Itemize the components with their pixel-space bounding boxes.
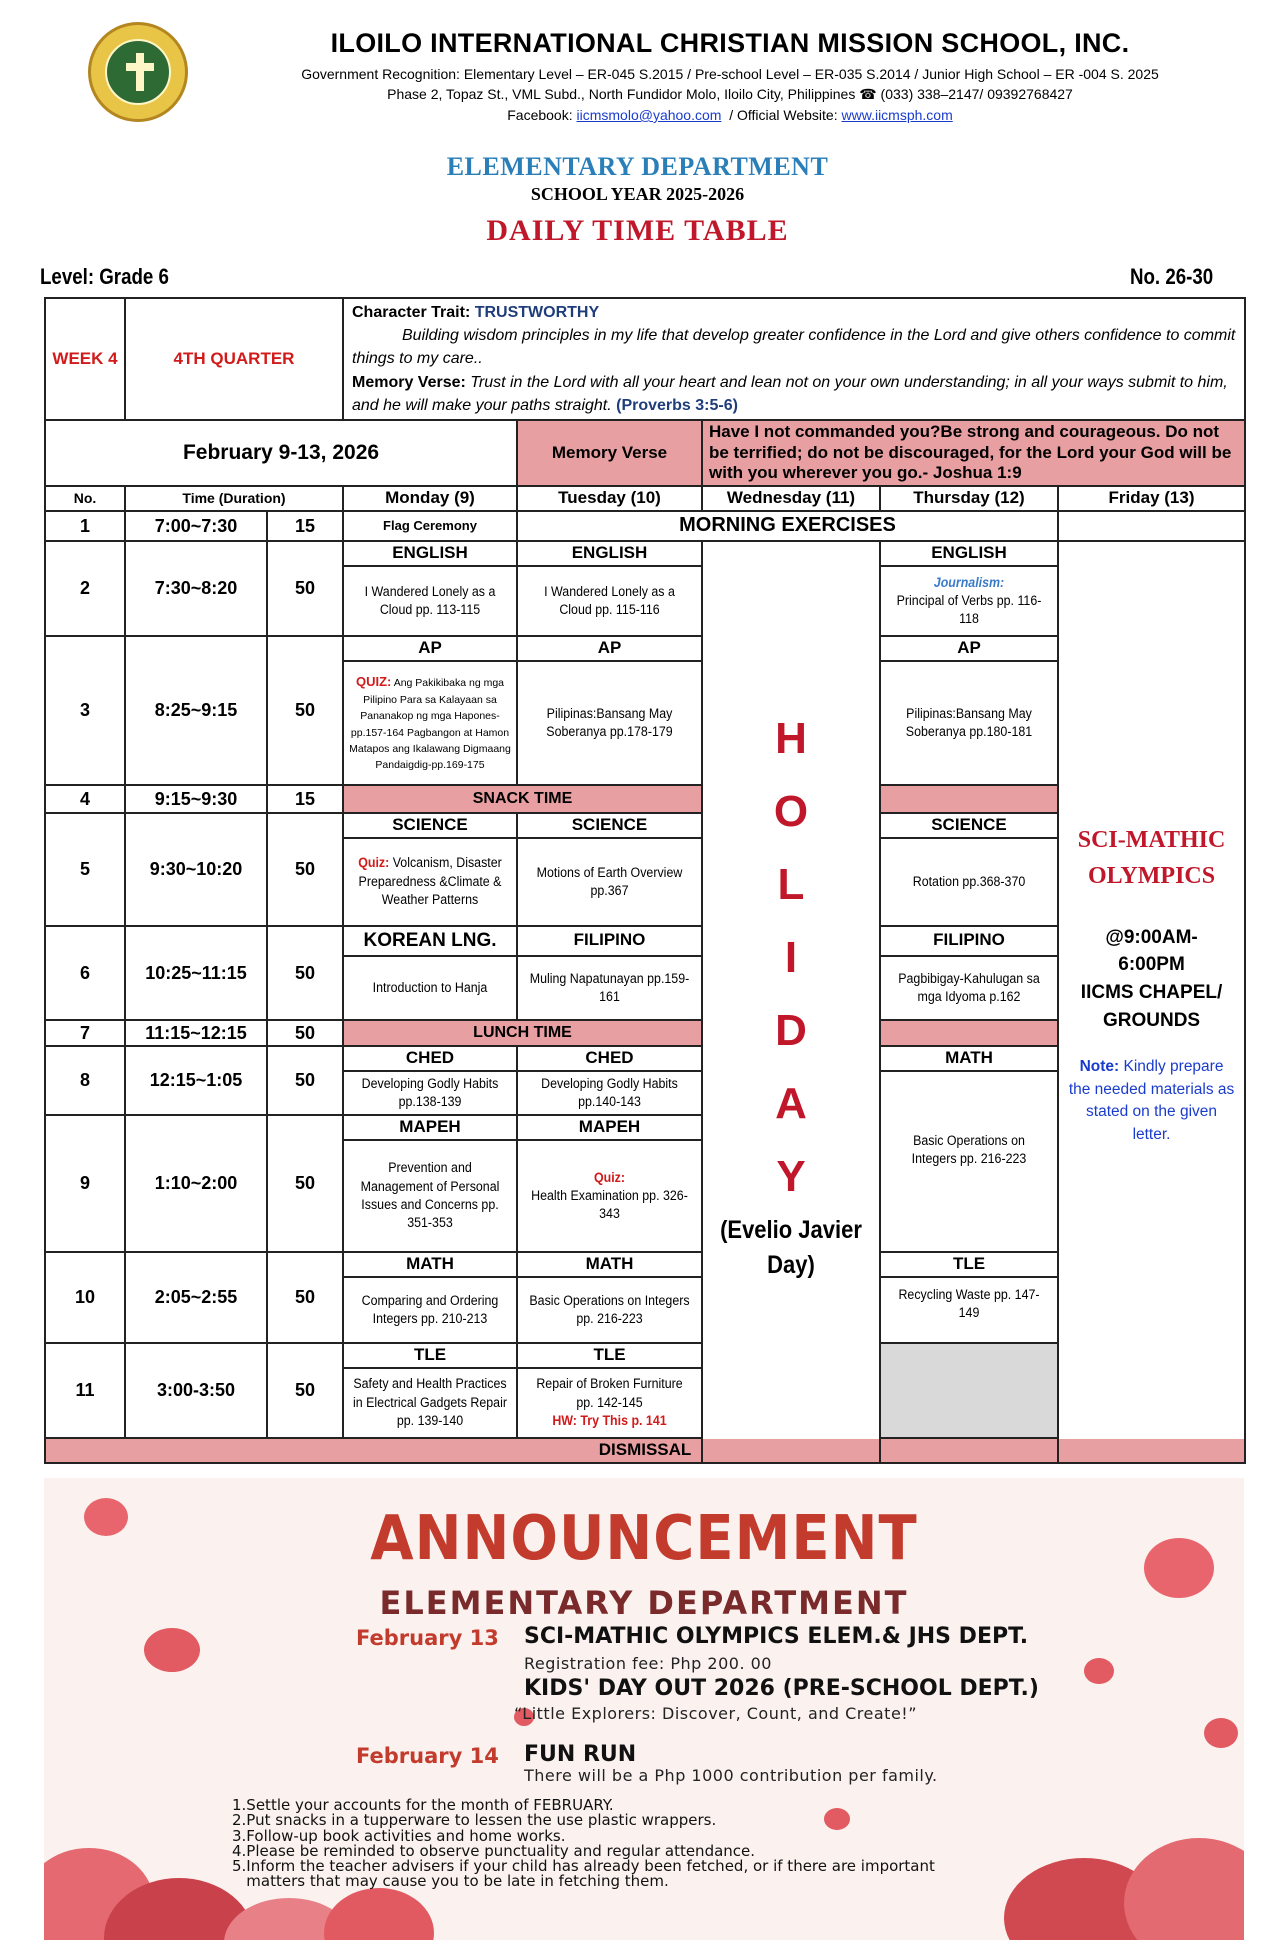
morning-exercises: MORNING EXERCISES	[517, 511, 1058, 541]
verse-text: Trust in the Lord with all your heart and lean not on your own understanding; in all your ways submit to him, and he will make your paths straight.	[352, 373, 1228, 414]
table-row: 8 12:15~1:05 50 CHED CHED MATH	[45, 1046, 1245, 1071]
col-time: Time (Duration)	[125, 486, 343, 511]
memory-verse-label: Memory Verse	[517, 420, 702, 486]
table-row: Quiz: Volcanism, Disaster Preparedness &Climate & Weather Patterns Motions of Earth Overview pp.367 Rotation pp.368-370	[45, 838, 1245, 926]
table-row: 5 9:30~10:20 50 SCIENCE SCIENCE SCIENCE	[45, 813, 1245, 838]
date-range: February 9-13, 2026	[45, 420, 517, 486]
recognition-line: Government Recognition: Elementary Level – ER-045 S.2015 / Pre-school Level – ER-035 S.2014 / Junior High School – ER -004 S. 2025	[301, 66, 1159, 82]
website-link[interactable]: www.iicmsph.com	[841, 107, 953, 123]
announcement-event-2: KIDS' DAY OUT 2026 (PRE-SCHOOL DEPT.)	[524, 1676, 1039, 1701]
list-item: 3.Follow-up book activities and home works.	[232, 1826, 566, 1845]
list-item: 5.Inform the teacher advisers if your child has already been fetched, or if there are important	[232, 1857, 935, 1876]
table-row: QUIZ: Ang Pakikibaka ng mga Pilipino Para sa Kalayaan sa Pananakop ng mga Hapones-pp.157-164 Pagbangon at Hamon Matapos ang Ikalawang Digmaang Pandaigdig-pp.169-175 Pilipinas:Bansang May Soberanya pp.178-179 Pilipinas:Bansang May Soberanya pp.180-181	[45, 661, 1245, 785]
col-friday: Friday (13)	[1058, 486, 1245, 511]
column-header-row	[45, 486, 1245, 511]
contact-line: Facebook: iicmsmolo@yahoo.com / Official Website: www.iicmsph.com	[507, 107, 953, 123]
table-row: 10 2:05~2:55 50 MATH MATH TLE	[45, 1252, 1245, 1277]
event-title: SCI-MATHIC OLYMPICS	[1077, 826, 1226, 889]
col-monday: Monday (9)	[343, 486, 517, 511]
heart-decoration-icon	[1204, 1718, 1238, 1748]
event-note: Note: Kindly prepare the needed materials as stated on the given letter.	[1068, 1058, 1235, 1143]
dismissal: DISMISSAL	[45, 1438, 1245, 1463]
table-row: 2 7:30~8:20 50 ENGLISH ENGLISH H O L I D A Y (Evelio Javier Day) ENGLISH SCI-MATHIC OLYMPICS @9:00AM-6:00PM IICMS CHAPEL/ GROUNDS Note: Kindly prepare the needed materials as stated on the given letter.	[45, 541, 1245, 566]
cross-icon	[136, 53, 144, 91]
lunch-time: LUNCH TIME	[343, 1020, 702, 1046]
table-row: 1 7:00~7:30 15 Flag Ceremony MORNING EXERCISES	[45, 511, 1245, 541]
announcement-event-3: FUN RUN	[524, 1742, 637, 1767]
friday-event	[1058, 541, 1245, 1463]
table-row: 9 1:10~2:00 50 MAPEH MAPEH	[45, 1115, 1245, 1140]
date-row	[45, 420, 1245, 486]
table-row: Introduction to Hanja Muling Napatunayan pp.159-161 Pagbibigay-Kahulugan sa mga Idyoma p.162	[45, 956, 1245, 1020]
snack-time: SNACK TIME	[343, 785, 702, 813]
table-row: 7 11:15~12:15 50 LUNCH TIME	[45, 1020, 1245, 1046]
announcement-event-1-note: Registration fee: Php 200. 00	[524, 1654, 772, 1673]
facebook-link[interactable]: iicmsmolo@yahoo.com	[576, 107, 722, 123]
info-row	[45, 298, 1245, 420]
announcement-subtitle: ELEMENTARY DEPARTMENT	[379, 1584, 909, 1622]
list-item: 1.Settle your accounts for the month of FEBRUARY.	[232, 1796, 614, 1814]
announcement-title: ANNOUNCEMENT	[370, 1502, 918, 1575]
logo-emblem	[105, 39, 171, 105]
announcement-event-2-note: “Little Explorers: Discover, Count, and Create!”	[514, 1704, 917, 1723]
week-cell: WEEK 4	[45, 298, 125, 420]
timetable	[44, 297, 1246, 1464]
table-row: Safety and Health Practices in Electrical Gadgets Repair pp. 139-140 Repair of Broken Furniture pp. 142-145 HW: Try This p. 141	[45, 1368, 1245, 1438]
table-row: 6 10:25~11:15 50 KOREAN LNG. FILIPINO FILIPINO	[45, 926, 1245, 956]
department-title: ELEMENTARY DEPARTMENT	[446, 152, 829, 181]
heart-decoration-icon	[1084, 1658, 1114, 1684]
col-thursday: Thursday (12)	[880, 486, 1058, 511]
reminders-list	[232, 1798, 935, 1890]
heart-decoration-icon	[1124, 1838, 1244, 1940]
col-wednesday: Wednesday (11)	[702, 486, 880, 511]
announcement-banner	[44, 1478, 1244, 1940]
event-time: @9:00AM-6:00PM	[1105, 926, 1198, 976]
verse-reference: (Proverbs 3:5-6)	[611, 396, 738, 414]
table-row: 11 3:00-3:50 50 TLE TLE	[45, 1343, 1245, 1368]
school-name: ILOILO INTERNATIONAL CHRISTIAN MISSION SCHOOL, INC.	[330, 28, 1130, 58]
wednesday-holiday	[702, 541, 880, 1463]
document-number: No. 26-30	[1130, 264, 1214, 289]
heart-decoration-icon	[324, 1888, 434, 1940]
address-line: Phase 2, Topaz St., VML Subd., North Fundidor Molo, Iloilo City, Philippines ☎ (033) 338–2147/ 09392768427	[387, 86, 1073, 102]
trait-description: Building wisdom principles in my life that develop greater confidence in the Lord and give others confidence to commit things to my care..	[352, 327, 1236, 368]
table-row: Comparing and Ordering Integers pp. 210-213 Basic Operations on Integers pp. 216-223 Recycling Waste pp. 147-149	[45, 1277, 1245, 1343]
list-item: matters that may cause you to be late in fetching them.	[232, 1872, 669, 1891]
table-row: Prevention and Management of Personal Issues and Concerns pp. 351-353 Quiz: Health Examination pp. 326-343	[45, 1140, 1245, 1252]
holiday-name: (Evelio Javier Day)	[720, 1216, 862, 1280]
list-item: 4.Please be reminded to observe punctuality and regular attendance.	[232, 1841, 756, 1860]
heart-decoration-icon	[144, 1628, 200, 1672]
announcement-date-2: February 14	[356, 1744, 499, 1768]
trait-value: TRUSTWORTHY	[474, 304, 600, 322]
school-year: SCHOOL YEAR 2025-2026	[530, 184, 745, 204]
announcement-event-1: SCI-MATHIC OLYMPICS ELEM.& JHS DEPT.	[524, 1624, 1029, 1649]
flag-ceremony: Flag Ceremony	[343, 511, 517, 541]
memory-verse-text: Have I not commanded you?Be strong and courageous. Do not be terrified; do not be discouraged, for the Lord your God will be with you wherever you go.- Joshua 1:9	[702, 420, 1245, 486]
character-trait-cell: Character Trait: TRUSTWORTHY Building wisdom principles in my life that develop greater confidence in the Lord and give others confidence to commit things to my care.. Memory Verse: Trust in the Lord with all your heart and lean not on your own understanding; in all your ways submit to him, and he will make your paths straight. (Proverbs 3:5-6)	[343, 298, 1245, 420]
document-title: DAILY TIME TABLE	[486, 214, 789, 247]
col-no: No.	[45, 486, 125, 511]
table-row: Developing Godly Habits pp.138-139 Developing Godly Habits pp.140-143 Basic Operations on Integers pp. 216-223	[45, 1071, 1245, 1115]
list-item: 2.Put snacks in a tupperware to lessen the use plastic wrappers.	[232, 1811, 717, 1830]
holiday-letters: H O L I D A Y	[773, 713, 809, 1202]
table-row: I Wandered Lonely as a Cloud pp. 113-115 I Wandered Lonely as a Cloud pp. 115-116 Journalism: Principal of Verbs pp. 116-118	[45, 566, 1245, 636]
dismissal-row	[45, 1438, 1245, 1463]
announcement-event-3-note: There will be a Php 1000 contribution per family.	[524, 1766, 938, 1785]
announcement-date-1: February 13	[356, 1626, 499, 1650]
grade-level: Level: Grade 6	[40, 264, 169, 289]
school-logo	[88, 22, 188, 122]
table-row: 3 8:25~9:15 50 AP AP AP	[45, 636, 1245, 661]
col-tuesday: Tuesday (10)	[517, 486, 702, 511]
table-row: 4 9:15~9:30 15 SNACK TIME	[45, 785, 1245, 813]
quarter-cell: 4TH QUARTER	[125, 298, 343, 420]
event-venue: IICMS CHAPEL/ GROUNDS	[1080, 982, 1223, 1031]
